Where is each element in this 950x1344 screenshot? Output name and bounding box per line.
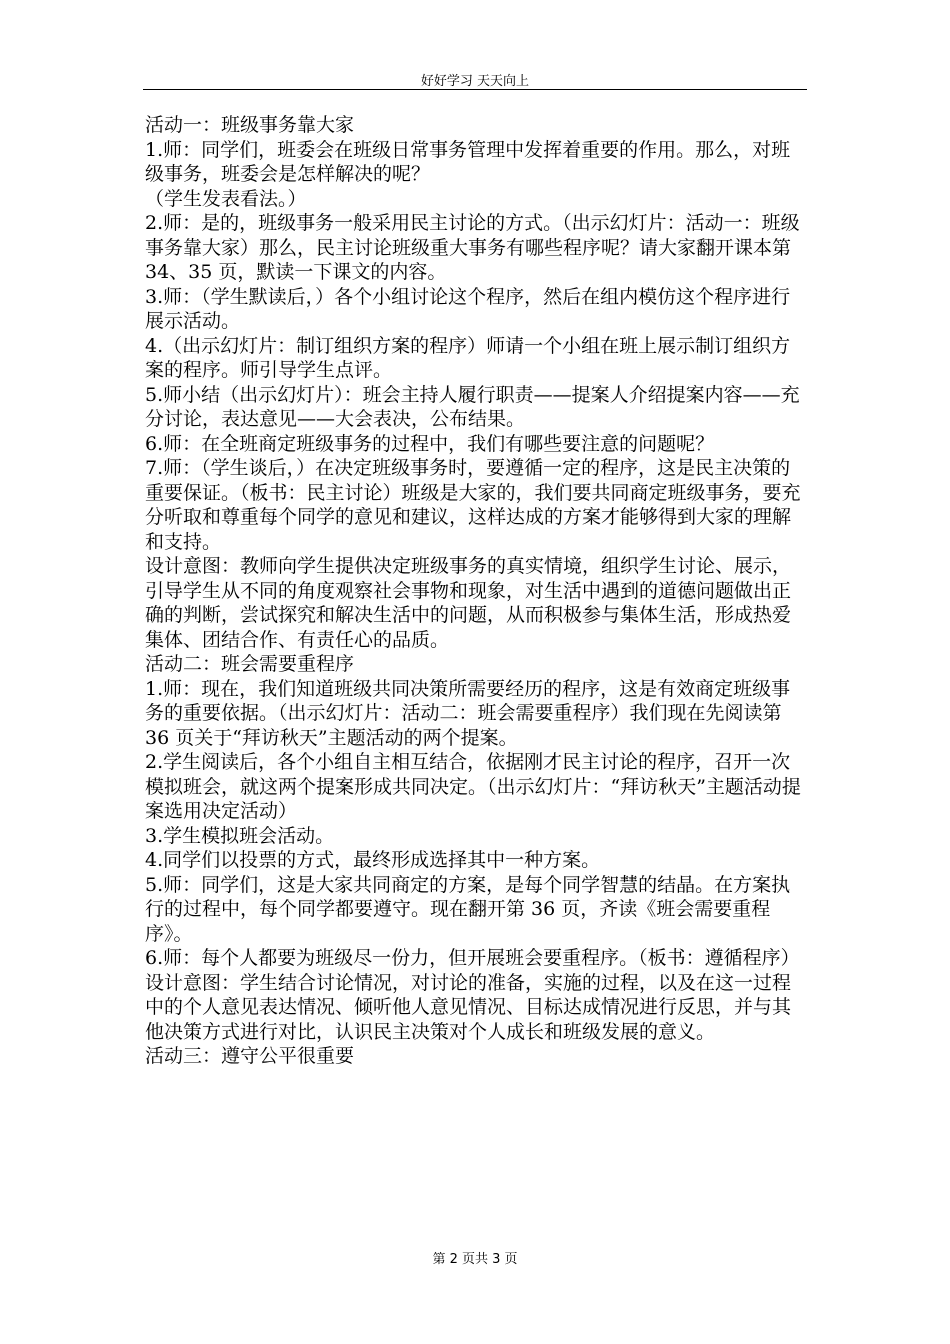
section-heading-activity-1: 活动一：班级事务靠大家: [145, 114, 355, 136]
paragraph: 1.师：现在，我们知道班级共同决策所需要经历的程序，这是有效商定班级事务的重要依据。（出示幻灯片：活动二：班会需要重程序）我们现在先阅读第 36 页关于“拜访秋天”主题活动的两个提案。: [145, 677, 791, 749]
paragraph: 6.师：每个人都要为班级尽一份力，但开展班会要重程序。（板书：遵循程序）: [145, 947, 800, 969]
section-heading-activity-3: 活动三：遵守公平很重要: [145, 1045, 355, 1067]
page-footer: 第 2 页共 3 页: [432, 1252, 518, 1267]
paragraph: 3.师：（学生默读后，）各个小组讨论这个程序，然后在组内模仿这个程序进行展示活动。: [145, 285, 791, 332]
paragraph: 2.师：是的，班级事务一般采用民主讨论的方式。（出示幻灯片：活动一：班级事务靠大家）那么，民主讨论班级重大事务有哪些程序呢？请大家翻开课本第 34、35 页，默读一下课文的内容。: [145, 212, 800, 283]
design-intent-paragraph: 设计意图：教师向学生提供决定班级事务的真实情境，组织学生讨论、展示，引导学生从不同的角度观察社会事物和现象，对生活中遇到的道德问题做出正确的判断，尝试探究和解决生活中的问题，从而积极参与集体生活，形成热爱集体、团结合作、有责任心的品质。: [145, 555, 792, 651]
design-intent-paragraph: 设计意图：学生结合讨论情况，对讨论的准备，实施的过程，以及在这一过程中的个人意见表达情况、倾听他人意见情况、目标达成情况进行反思，并与其他决策方式进行对比，认识民主决策对个人成长和班级发展的意义。: [145, 971, 792, 1043]
paragraph: 5.师：同学们，这是大家共同商定的方案，是每个同学智慧的结晶。在方案执行的过程中，每个同学都要遵守。现在翻开第 36 页，齐读《班会需要重程序》。: [145, 873, 791, 945]
paragraph: 4.同学们以投票的方式，最终形成选择其中一种方案。: [145, 849, 601, 871]
page-header: 好好学习 天天向上: [420, 74, 530, 89]
paragraph: （学生发表看法。）: [145, 187, 307, 210]
paragraph: 5.师小结（出示幻灯片）：班会主持人履行职责——提案人介绍提案内容——充分讨论，表达意见——大会表决，公布结果。: [145, 383, 800, 430]
paragraph: 6.师：在全班商定班级事务的过程中，我们有哪些要注意的问题呢？: [145, 432, 715, 455]
section-heading-activity-2: 活动二：班会需要重程序: [145, 653, 355, 675]
paragraph: 1.师：同学们，班委会在班级日常事务管理中发挥着重要的作用。那么，对班级事务，班委会是怎样解决的呢？: [145, 138, 791, 185]
paragraph: 2.学生阅读后，各个小组自主相互结合，依据刚才民主讨论的程序，召开一次模拟班会，就这两个提案形成共同决定。（出示幻灯片：“拜访秋天”主题活动提案选用决定活动）: [145, 751, 801, 822]
document-body: [145, 113, 807, 1069]
paragraph: 3.学生模拟班会活动。: [145, 824, 335, 847]
paragraph: 4.（出示幻灯片：制订组织方案的程序）师请一个小组在班上展示制订组织方案的程序。师引导学生点评。: [145, 334, 791, 381]
paragraph: 7.师：（学生谈后，）在决定班级事务时，要遵循一定的程序，这是民主决策的重要保证。（板书：民主讨论）班级是大家的，我们要共同商定班级事务，要充分听取和尊重每个同学的意见和建议，这样达成的方案才能够得到大家的理解和支持。: [145, 457, 801, 553]
header-divider: [143, 89, 807, 90]
